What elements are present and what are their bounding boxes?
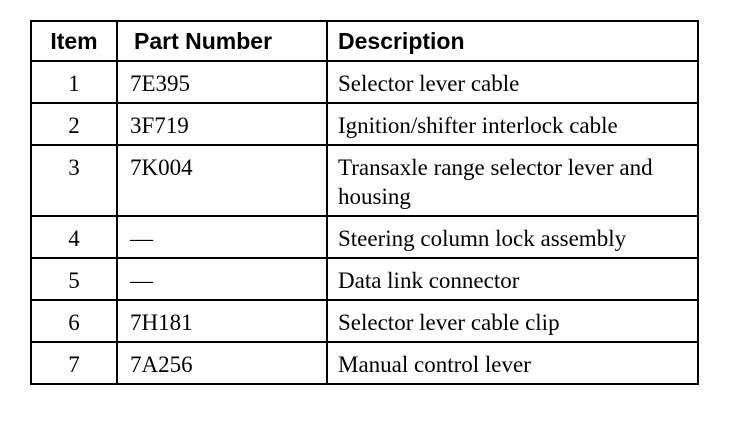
table-header [31, 21, 698, 61]
table-row [31, 145, 698, 216]
header-item: Item [31, 21, 117, 61]
cell-description: Ignition/shifter interlock cable [327, 103, 698, 145]
parts-table [30, 20, 699, 385]
cell-description: Selector lever cable clip [327, 300, 698, 342]
cell-part-number: 7E395 [117, 61, 327, 103]
cell-part-number: 7K004 [117, 145, 327, 216]
table-row [31, 61, 698, 103]
cell-description: Steering column lock assembly [327, 216, 698, 258]
header-description: Description [327, 21, 698, 61]
table-row [31, 300, 698, 342]
cell-item: 1 [31, 61, 117, 103]
table-row [31, 342, 698, 384]
cell-item: 2 [31, 103, 117, 145]
cell-part-number: 7A256 [117, 342, 327, 384]
header-row [31, 21, 698, 61]
cell-description: Data link connector [327, 258, 698, 300]
cell-item: 3 [31, 145, 117, 216]
cell-part-number: 7H181 [117, 300, 327, 342]
cell-description: Manual control lever [327, 342, 698, 384]
cell-part-number: — [117, 216, 327, 258]
table-row [31, 216, 698, 258]
table-row [31, 258, 698, 300]
table-row [31, 103, 698, 145]
cell-description: Transaxle range selector lever and housing [327, 145, 698, 216]
cell-item: 7 [31, 342, 117, 384]
table-body [31, 61, 698, 384]
cell-part-number: — [117, 258, 327, 300]
cell-description: Selector lever cable [327, 61, 698, 103]
header-part-number: Part Number [117, 21, 327, 61]
cell-item: 5 [31, 258, 117, 300]
cell-item: 4 [31, 216, 117, 258]
cell-item: 6 [31, 300, 117, 342]
cell-part-number: 3F719 [117, 103, 327, 145]
